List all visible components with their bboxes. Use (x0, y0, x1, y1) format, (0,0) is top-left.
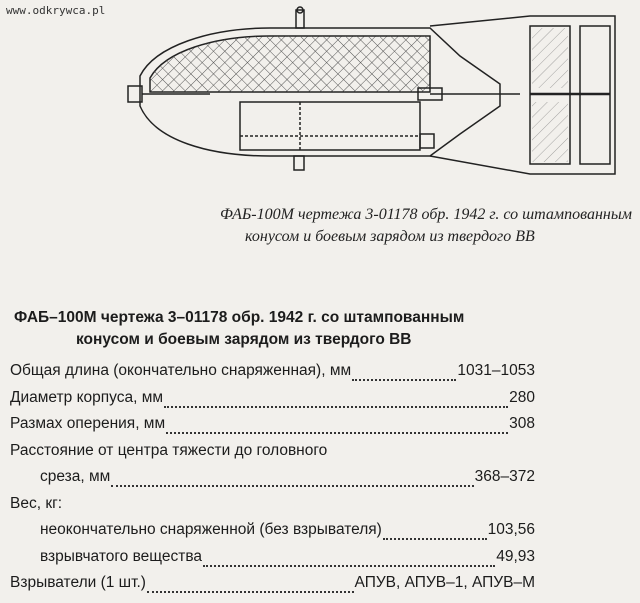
spec-row-cg-distance (10, 468, 535, 495)
spec-value: 1031–1053 (457, 362, 535, 379)
spec-label: неокончательно снаряженной (без взрывателя) (40, 521, 382, 538)
leader-dots (352, 379, 456, 381)
spec-label: Взрыватели (1 шт.) (10, 574, 146, 591)
spec-value: АПУВ, АПУВ–1, АПУВ–М (354, 574, 535, 591)
spec-value: 103,56 (487, 521, 535, 538)
spec-value: 368–372 (474, 468, 535, 485)
spec-row-weight-explosive (10, 548, 535, 575)
watermark-text: www.odkrywca.pl (6, 4, 106, 17)
spec-row-cg-distance-label (10, 442, 535, 469)
spec-value: 49,93 (496, 547, 535, 565)
leader-dots (203, 565, 495, 567)
spec-label: Вес, кг: (10, 494, 63, 512)
leader-dots (166, 432, 508, 434)
spec-label: взрывчатого вещества (40, 547, 203, 565)
spec-row-fuzes (10, 574, 535, 601)
figure-caption-line-2: конусом и боевым зарядом из твердого ВВ (245, 228, 535, 245)
leader-dots (111, 485, 473, 487)
bomb-body (128, 7, 615, 174)
spec-label: среза, мм (40, 468, 111, 485)
leader-dots (147, 591, 354, 593)
spec-label: Расстояние от центра тяжести до головного (10, 441, 328, 459)
spec-label: Диаметр корпуса, мм (10, 388, 164, 406)
bomb-drawing (100, 6, 620, 181)
spec-value: 280 (509, 388, 535, 406)
spec-label: Общая длина (окончательно снаряженная), мм (10, 362, 352, 379)
leader-dots (383, 538, 487, 540)
figure-caption-line-1: ФАБ-100М чертежа 3-01178 обр. 1942 г. со штампованным (220, 206, 632, 223)
spec-value: 308 (509, 415, 535, 432)
spec-list (10, 362, 535, 601)
figure-caption (0, 204, 640, 248)
spec-label: Размах оперения, мм (10, 415, 166, 432)
spec-row-fin-span (10, 415, 535, 442)
spec-title-line-2: конусом и боевым зарядом из твердого ВВ (76, 331, 412, 348)
spec-row-body-diameter (10, 389, 535, 416)
spec-row-weight-heading (10, 495, 535, 522)
spec-row-total-length (10, 362, 535, 389)
leader-dots (164, 406, 508, 408)
spec-title-line-1: ФАБ–100М чертежа 3–01178 обр. 1942 г. со штампованным (14, 309, 465, 326)
spec-table-title (14, 307, 614, 351)
spec-row-weight-unfilled (10, 521, 535, 548)
